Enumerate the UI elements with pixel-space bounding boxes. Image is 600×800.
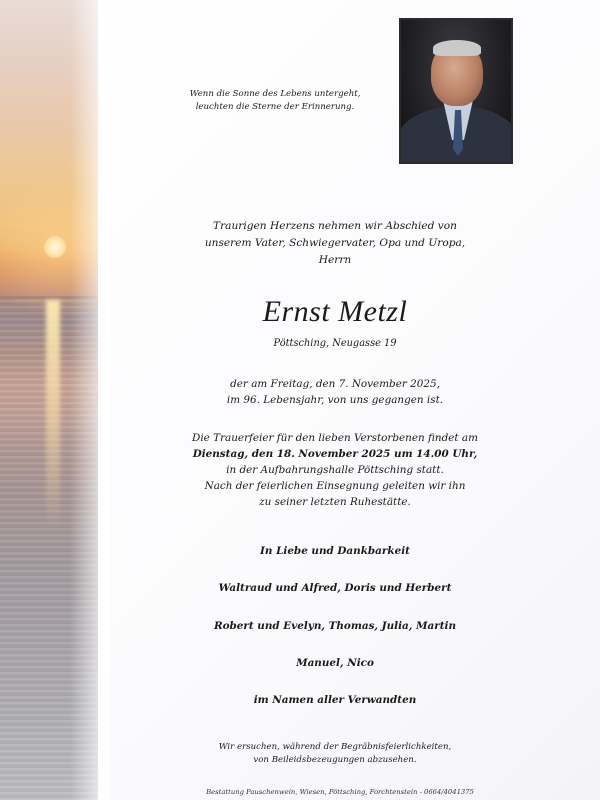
- intro-text: [180, 218, 490, 269]
- ceremony-date-text: Dienstag, den 18. November 2025 um 14.00 Uhr,: [192, 448, 478, 460]
- request-line-1: Wir ersuchen, während der Begräbnisfeierlichkeiten,: [218, 742, 452, 752]
- family-names-1: Waltraud und Alfred, Doris und Herbert: [218, 582, 452, 594]
- death-line-1: der am Freitag, den 7. November 2025,: [230, 378, 440, 390]
- ceremony-line-1: Die Trauerfeier für den lieben Verstorbenen findet am: [192, 432, 478, 444]
- death-line-2: im 96. Lebensjahr, von uns gegangen ist.: [226, 394, 444, 406]
- family-closing: im Namen aller Verwandten: [253, 694, 417, 706]
- funeral-home-footer: Bestattung Pauschenwein, Wiesen, Pöttsching, Forchtenstein - 0664/4041375: [206, 788, 474, 796]
- condolence-request: [180, 741, 490, 767]
- sun-reflection: [46, 300, 60, 530]
- portrait-photo: [399, 18, 513, 164]
- memorial-quote: [150, 88, 400, 114]
- family-opening: In Liebe und Dankbarkeit: [260, 545, 410, 557]
- family-names-3: Manuel, Nico: [296, 657, 374, 669]
- family-names-2: Robert und Evelyn, Thomas, Julia, Martin: [213, 620, 457, 632]
- portrait-hair: [433, 40, 481, 56]
- intro-line-1: Traurigen Herzens nehmen wir Abschied von: [213, 220, 457, 232]
- quote-line-2: leuchten die Sterne der Erinnerung.: [195, 102, 355, 112]
- ceremony-info: [180, 430, 490, 510]
- ceremony-line-3: in der Aufbahrungshalle Pöttsching statt.: [226, 464, 444, 476]
- ceremony-line-4: Nach der feierlichen Einsegnung geleiten wir ihn: [204, 480, 466, 492]
- quote-line-1: Wenn die Sonne des Lebens untergeht,: [189, 89, 361, 99]
- deceased-address: Pöttsching, Neugasse 19: [273, 338, 397, 349]
- intro-line-2: unserem Vater, Schwiegervater, Opa und Uropa,: [204, 237, 466, 249]
- request-line-2: von Beileidsbezeugungen abzusehen.: [253, 755, 417, 765]
- death-notice: [180, 376, 490, 408]
- intro-line-3: Herrn: [318, 254, 352, 266]
- deceased-name: Ernst Metzl: [262, 295, 408, 328]
- sun-icon: [44, 236, 66, 258]
- ceremony-date: [180, 446, 490, 462]
- image-fade-edge: [70, 0, 110, 800]
- ceremony-line-5: zu seiner letzten Ruhestätte.: [259, 496, 411, 508]
